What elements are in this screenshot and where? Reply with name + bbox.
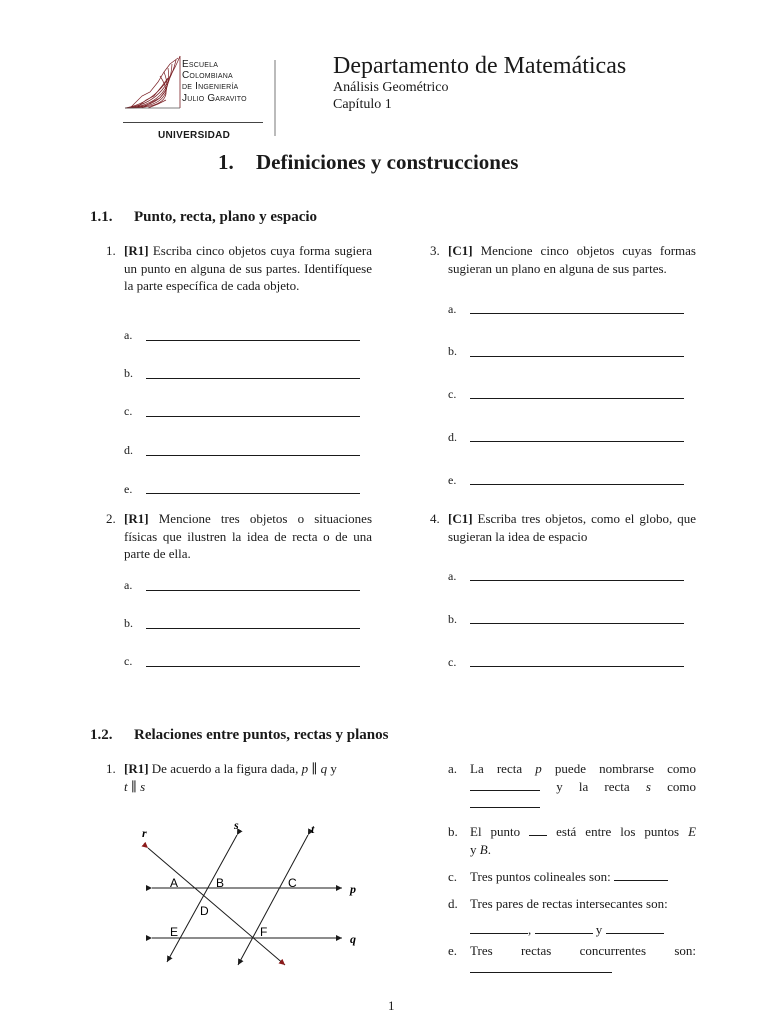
item-b-blank[interactable]	[529, 823, 547, 836]
q3-option-c: c.	[448, 387, 457, 401]
label-line-q: q	[350, 932, 356, 946]
question-2-number: 2.	[106, 511, 116, 526]
q3-option-e: e.	[448, 473, 457, 487]
section-1-number: 1.1.	[90, 209, 113, 225]
question-1-number: 1.	[106, 243, 116, 258]
item-a-blank-1[interactable]	[470, 778, 540, 791]
item-c-blank[interactable]	[614, 868, 668, 881]
item-c-letter: c.	[448, 869, 458, 884]
q3-option-d: d.	[448, 430, 457, 444]
q2-option-a: a.	[124, 578, 133, 592]
item-e-w1: Tres	[470, 943, 493, 958]
label-point-c: C	[288, 876, 297, 890]
item-e-text	[470, 942, 696, 960]
logo-curves-icon	[125, 56, 180, 108]
label-line-t: t	[311, 822, 315, 836]
logo-line-1: Escuela	[182, 59, 219, 70]
label-point-e: E	[170, 925, 179, 939]
question-2-text	[124, 510, 372, 563]
item-a-t2: puede nombrarse como	[554, 761, 697, 776]
label-line-r: r	[142, 826, 147, 840]
q3-answer-e[interactable]	[470, 484, 684, 485]
q2-option-c: c.	[124, 654, 133, 668]
item-b-letter: b.	[448, 824, 458, 839]
line-t	[238, 835, 308, 965]
question-4-tag: [C1]	[448, 511, 473, 526]
item-d-text: Tres pares de rectas intersecantes son:	[470, 896, 668, 911]
item-e-w4: son:	[674, 943, 696, 958]
question-1-text	[124, 242, 372, 295]
geometry-figure	[130, 815, 370, 975]
q2-answer-c[interactable]	[146, 666, 360, 667]
chapter-number: 1.	[218, 150, 234, 174]
question-4-number: 4.	[430, 511, 440, 526]
item-b-t1: El punto	[470, 824, 521, 839]
logo-line-4: Julio Garavito	[182, 92, 247, 104]
q4-option-b: b.	[448, 612, 457, 626]
item-a-line-2	[470, 778, 696, 796]
q2-answer-a[interactable]	[146, 590, 360, 591]
item-d-sep-1: ,	[528, 922, 532, 937]
logo-text	[182, 59, 247, 104]
q3-option-b: b.	[448, 344, 457, 358]
item-b-t4: .	[487, 841, 491, 857]
question-4-text	[448, 510, 696, 545]
item-b-var-e: E	[688, 824, 697, 839]
q4-option-a: a.	[448, 569, 457, 583]
question-3-tag: [C1]	[448, 243, 473, 258]
logo-line-3: de Ingeniería	[182, 81, 239, 93]
relation-p-parallel-q: p ∥ q	[301, 761, 328, 776]
label-point-a: A	[170, 876, 179, 890]
q4-answer-b[interactable]	[470, 623, 684, 624]
relation-join: y	[327, 761, 337, 776]
item-e-w2: rectas	[520, 943, 552, 958]
s2-question-1-body: De acuerdo a la figura dada,	[151, 761, 302, 776]
q1-option-a: a.	[124, 328, 133, 342]
label-point-b: B	[216, 876, 225, 890]
q3-answer-b[interactable]	[470, 356, 684, 357]
logo-university: UNIVERSIDAD	[158, 130, 231, 141]
department-title: Departamento de Matemáticas	[333, 53, 627, 79]
q1-option-c: c.	[124, 404, 133, 418]
item-b-t2: está entre los puntos	[556, 824, 680, 839]
s2-question-1-number: 1.	[106, 761, 116, 776]
chapter-title: Definiciones y construcciones	[256, 150, 519, 174]
item-a-letter: a.	[448, 761, 458, 776]
item-d-letter: d.	[448, 896, 458, 911]
item-b-line-1	[470, 823, 696, 841]
item-a-t1: La recta	[470, 761, 523, 776]
logo-line-2: Colombiana	[182, 70, 233, 82]
question-1-tag: [R1]	[124, 243, 149, 258]
logo-divider	[123, 122, 263, 123]
line-r	[148, 848, 285, 965]
item-b-var-b: B	[479, 841, 488, 857]
course-name: Análisis Geométrico	[333, 80, 449, 95]
item-a-line-1	[470, 760, 696, 778]
section-1-title: Punto, recta, plano y espacio	[134, 209, 318, 225]
item-a-blank-2[interactable]	[470, 807, 540, 808]
q1-answer-d[interactable]	[146, 455, 360, 456]
q4-answer-a[interactable]	[470, 580, 684, 581]
item-d-sep-2: y	[595, 922, 603, 937]
s2-question-1-text	[124, 760, 374, 795]
question-2-tag: [R1]	[124, 511, 149, 526]
q1-option-d: d.	[124, 443, 133, 457]
chapter-label: Capítulo 1	[333, 97, 392, 112]
question-3-number: 3.	[430, 243, 440, 258]
section-2-title: Relaciones entre puntos, rectas y planos	[134, 727, 389, 743]
q4-answer-c[interactable]	[470, 666, 684, 667]
q3-answer-a[interactable]	[470, 313, 684, 314]
item-a-var-s: s	[645, 778, 651, 794]
item-e-w3: concurrentes	[579, 943, 647, 958]
item-e-blank[interactable]	[470, 972, 612, 973]
q3-answer-c[interactable]	[470, 398, 684, 399]
page-number: 1	[388, 998, 395, 1013]
question-4-body: Escriba tres objetos, como el globo, que sugieran la idea de espacio	[448, 511, 696, 544]
q3-option-a: a.	[448, 302, 457, 316]
q1-option-e: e.	[124, 482, 133, 496]
label-line-s: s	[234, 818, 239, 832]
item-a-var-p: p	[535, 761, 542, 776]
label-point-d: D	[200, 904, 209, 918]
q2-option-b: b.	[124, 616, 133, 630]
q4-option-c: c.	[448, 655, 457, 669]
line-s	[167, 835, 237, 962]
q2-answer-b[interactable]	[146, 628, 360, 629]
item-d-blank-3[interactable]	[606, 921, 664, 934]
question-1-body: Escriba cinco objetos cuya forma sugiera un punto en alguna de sus partes. Identifíquese la parte específica de cada objeto.	[124, 243, 373, 293]
q1-answer-a[interactable]	[146, 340, 360, 341]
q1-answer-b[interactable]	[146, 378, 360, 379]
label-line-p: p	[350, 882, 356, 896]
item-d-blank-1[interactable]	[470, 921, 528, 934]
relation-t-parallel-s: t ∥ s	[124, 778, 146, 794]
s2-question-1-tag: [R1]	[124, 761, 149, 776]
item-e-letter: e.	[448, 943, 458, 958]
question-3-text	[448, 242, 696, 277]
question-3-body: Mencione cinco objetos cuyas formas sugieran un plano en alguna de sus partes.	[448, 243, 696, 276]
logo-vertical-mark	[270, 58, 280, 138]
label-point-f: F	[260, 925, 268, 939]
q1-answer-e[interactable]	[146, 493, 360, 494]
section-2-number: 1.2.	[90, 727, 113, 743]
q3-answer-d[interactable]	[470, 441, 684, 442]
item-a-t3: y la recta	[556, 778, 630, 794]
question-2-body: Mencione tres objetos o situaciones físicas que ilustren la idea de recta o de una parte de ella.	[124, 511, 373, 561]
item-d-blanks	[470, 921, 706, 939]
item-d-blank-2[interactable]	[535, 921, 593, 934]
item-a-t4: como	[667, 778, 697, 794]
item-c-text	[470, 868, 696, 886]
q1-option-b: b.	[124, 366, 133, 380]
q1-answer-c[interactable]	[146, 416, 360, 417]
item-b-line-2	[470, 841, 696, 859]
item-b-t3: y	[470, 841, 477, 857]
item-c-body: Tres puntos colineales son:	[470, 869, 611, 884]
